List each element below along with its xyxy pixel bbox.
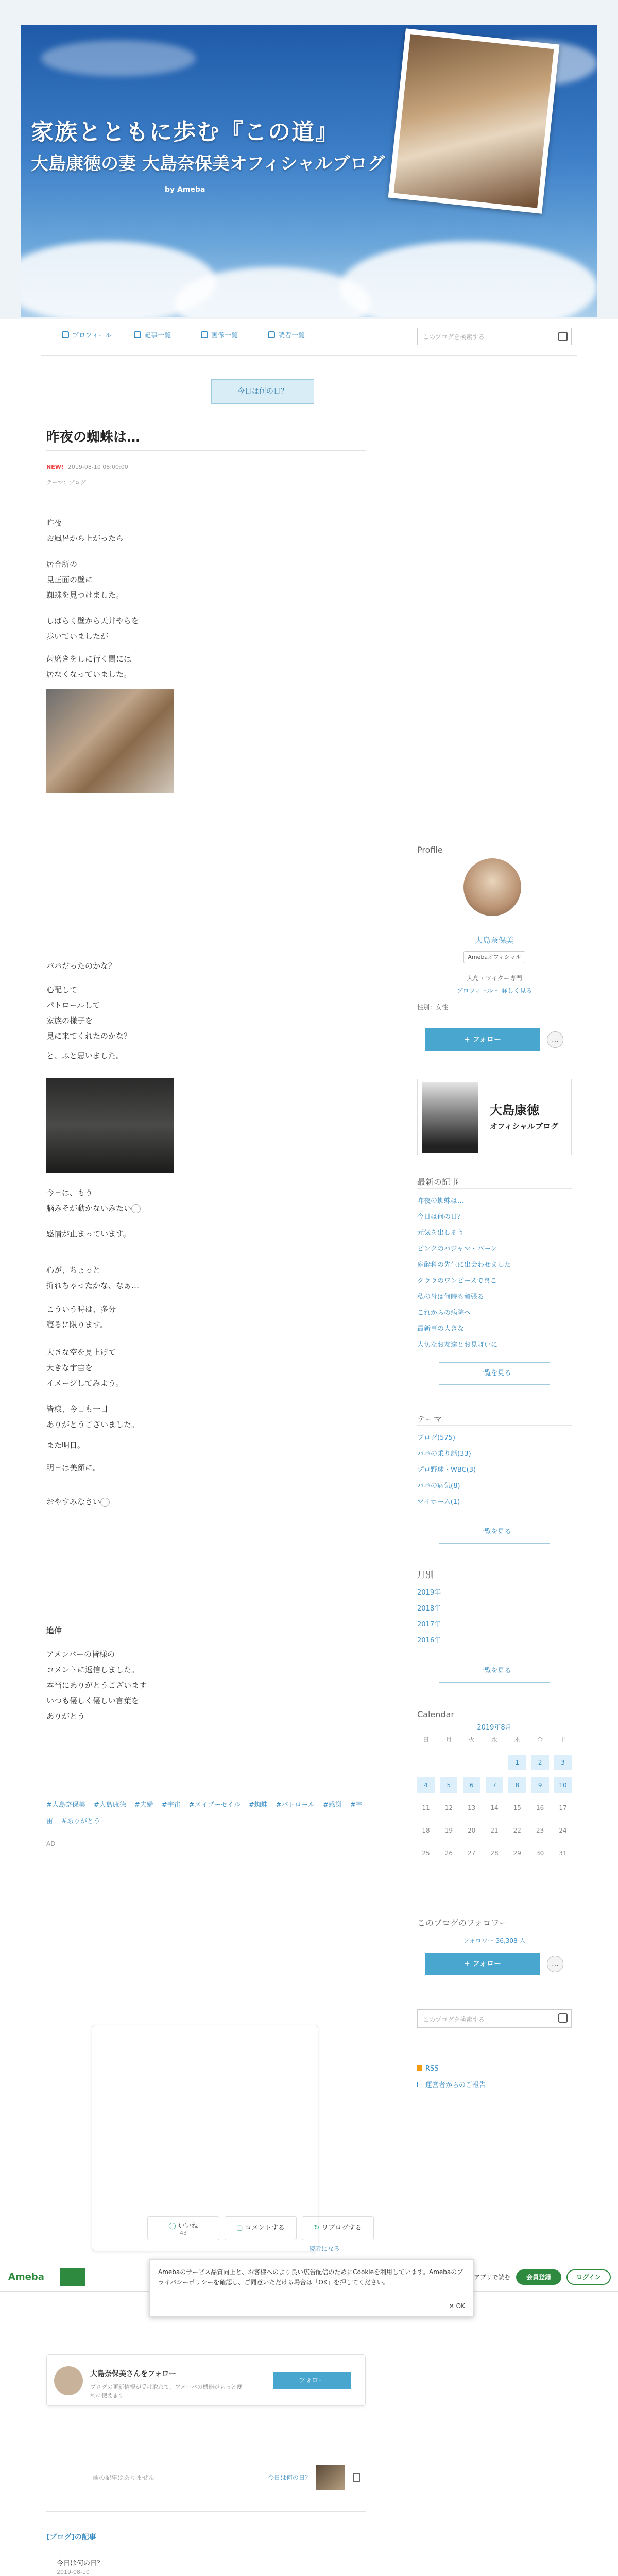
calendar-weekday: 火 <box>468 1736 475 1743</box>
calendar-day: 29 <box>513 1850 521 1857</box>
article-paragraph <box>46 1494 335 1510</box>
profile-icon <box>62 331 69 338</box>
sidebar-profile-links[interactable]: プロフィール・ 詳しく見る <box>456 987 533 994</box>
reblog-label: リブログする <box>321 2224 362 2232</box>
comment-label: コメントする <box>245 2224 285 2232</box>
calendar-day <box>440 1755 457 1770</box>
like-label: いいね <box>178 2222 198 2230</box>
ellipsis-icon: … <box>552 1036 559 1044</box>
article-date <box>46 464 128 470</box>
ad-label: AD <box>46 1840 56 1848</box>
month-link[interactable]: 2017年 <box>417 1621 441 1629</box>
calendar <box>417 1728 572 1865</box>
today-button[interactable]: 今日は何の日？ <box>211 379 314 404</box>
calendar-day: 30 <box>536 1850 544 1857</box>
latest-article-link[interactable]: 私の母は何時も頑張る <box>417 1293 485 1301</box>
follow-card-desc: ブログの更新情報が受け取れて、アメーバの機能がもっと便利に使えます <box>90 2384 243 2399</box>
calendar-day: 31 <box>559 1850 567 1857</box>
article-paragraph: と、ふと思いました。 <box>46 1051 124 1060</box>
calendar-day[interactable]: 9 <box>531 1777 549 1793</box>
reblog-button[interactable] <box>302 2216 374 2240</box>
report-icon <box>417 2082 422 2087</box>
article-title: 昨夜の蜘蛛は… <box>46 430 141 445</box>
calendar-day[interactable]: 1 <box>508 1755 526 1770</box>
calendar-day: 28 <box>490 1850 499 1857</box>
sidebar-theme-heading: テーマ <box>417 1414 442 1424</box>
next-article-link[interactable]: 今日は何の日？ <box>268 2474 312 2481</box>
theme-list-item[interactable]: 今日は何の日？ <box>57 2560 104 2567</box>
calendar-week <box>417 1842 572 1865</box>
calendar-day: 15 <box>513 1804 521 1811</box>
login-button[interactable]: ログイン <box>566 2269 611 2285</box>
sidebar-month-heading: 月別 <box>417 1570 434 1580</box>
report-link[interactable] <box>417 2079 486 2089</box>
hashtag-link[interactable]: #ありがとう <box>61 1818 100 1825</box>
comment-button[interactable] <box>225 2216 297 2240</box>
calendar-day: 18 <box>422 1827 430 1834</box>
nav-profile[interactable]: プロフィール <box>62 330 112 340</box>
latest-article-link[interactable]: 元気を出しそう <box>417 1229 465 1237</box>
calendar-day: 11 <box>422 1804 430 1811</box>
article-paragraph: 心が、ちょっと 折れちゃったかな、なぁ… <box>46 1265 140 1290</box>
popup-ok-button[interactable] <box>449 2301 465 2311</box>
sidebar-followers-heading: このブログのフォロワー <box>417 1918 508 1928</box>
latest-more-button[interactable]: 一覧を見る <box>439 1362 550 1385</box>
like-count: 43 <box>180 2230 187 2236</box>
follow-card <box>46 2354 366 2406</box>
calendar-week <box>417 1819 572 1842</box>
calendar-weekday: 金 <box>537 1736 543 1743</box>
theme-link[interactable]: マイホーム(1) <box>417 1498 460 1506</box>
latest-article-link[interactable]: 麻酔科の先生に出会わせました <box>417 1261 511 1269</box>
calendar-day: 20 <box>468 1827 476 1834</box>
calendar-day[interactable]: 8 <box>508 1777 526 1793</box>
search-input[interactable]: このブログを検索する <box>417 328 572 345</box>
popup-text: Amebaのサービス品質向上と、お客様へのより良い広告配信のためにCookieを利用しています。Amebaのプライバシーポリシーを確認し、ご同意いただける場合は「OK」を押してください。 <box>158 2268 464 2286</box>
reader-link[interactable]: 読者になる <box>309 2245 340 2252</box>
article-paragraph: 居合所の 見正面の壁に 蜘蛛を見つけました。 <box>46 560 124 600</box>
search-icon[interactable] <box>558 2013 568 2023</box>
calendar-weekday: 水 <box>491 1736 497 1743</box>
follow-card-title: 大島奈保美さんをフォロー <box>90 2370 177 2378</box>
comment-icon: ▢ <box>236 2224 243 2232</box>
calendar-day: 26 <box>444 1850 453 1857</box>
calendar-day: 19 <box>444 1827 453 1834</box>
calendar-day: 14 <box>490 1804 499 1811</box>
popup-ok-label: OK <box>456 2302 465 2310</box>
section-divider <box>46 2511 366 2512</box>
sidebar-avatar[interactable] <box>464 858 521 916</box>
next-article-thumb[interactable] <box>316 2465 345 2490</box>
side-rule <box>417 1188 572 1189</box>
reblog-icon: ↻ <box>314 2224 320 2232</box>
cookie-popup <box>149 2259 474 2317</box>
latest-article-link[interactable]: 最新事の大きな <box>417 1325 465 1333</box>
official-badge: Amebaオフィシャル <box>464 951 525 963</box>
sidebar-follow-button[interactable] <box>425 1028 540 1051</box>
article-paragraph: 歯磨きをしに行く間には 居なくなっていました。 <box>46 654 132 679</box>
register-button[interactable]: 会員登録 <box>516 2269 561 2285</box>
article-paragraph <box>46 1185 335 1216</box>
nav-entries[interactable]: 記事一覧 <box>134 330 171 340</box>
hashtag-link[interactable]: #宇宙 <box>46 1801 363 1825</box>
article-paragraph: パパだったのかな？ <box>46 961 116 971</box>
side-rule <box>417 1425 572 1426</box>
article-paragraph: 明日は美顔に。 <box>46 1463 101 1472</box>
calendar-weekday: 土 <box>559 1736 566 1743</box>
report-label: 運営者からのご報告 <box>425 2081 486 2089</box>
hashtag-link[interactable]: #宇宙 <box>161 1801 181 1809</box>
latest-article-link[interactable]: これからの病院へ <box>417 1309 471 1317</box>
article-photo-ceiling[interactable] <box>46 1078 174 1173</box>
like-icon: ◯ <box>168 2222 176 2230</box>
theme-link[interactable]: プロ野球・WBC(3) <box>417 1466 476 1474</box>
calendar-day: 22 <box>513 1827 521 1834</box>
chevron-right-icon[interactable] <box>353 2473 360 2482</box>
by-ameba-label: by Ameba <box>165 185 205 194</box>
nav-divider <box>41 355 577 356</box>
calendar-day[interactable]: 3 <box>554 1755 572 1770</box>
banner-photo <box>388 28 560 214</box>
calendar-day[interactable]: 5 <box>440 1777 457 1793</box>
calendar-day: 12 <box>444 1804 453 1811</box>
latest-article-link[interactable]: クララのワンピースで喜こ <box>417 1277 497 1285</box>
month-link[interactable]: 2016年 <box>417 1637 441 1645</box>
promo-sub: オフィシャルブログ <box>490 1122 559 1131</box>
promo-name: 大島康徳 <box>490 1103 539 1117</box>
hashtag-link[interactable]: #メイプーセイル <box>188 1801 241 1809</box>
sidebar-profile-heading: Profile <box>417 845 443 855</box>
calendar-day <box>463 1755 480 1770</box>
theme-more-side-button[interactable]: 一覧を見る <box>439 1521 550 1544</box>
plus-icon: + <box>464 1036 473 1044</box>
follow-card-button[interactable]: フォロー <box>273 2372 351 2389</box>
follower-count[interactable]: フォロワー 36,308 人 <box>463 1937 526 1944</box>
calendar-weekday: 月 <box>445 1736 452 1743</box>
latest-article-link[interactable]: ピンクのパジャマ・バーン <box>417 1245 497 1253</box>
calendar-day[interactable]: 4 <box>417 1777 435 1793</box>
calendar-day: 25 <box>422 1850 430 1857</box>
article-paragraph: 心配して パトロールして 家族の様子を 見に来てくれたのかな？ <box>46 985 132 1041</box>
calendar-day[interactable]: 6 <box>463 1777 480 1793</box>
nav-readers[interactable]: 読者一覧 <box>268 330 305 340</box>
ellipsis-icon: … <box>552 1960 559 1968</box>
article-paragraph: 昨夜 お風呂から上がったら <box>46 518 124 543</box>
calendar-day: 16 <box>536 1804 544 1811</box>
emoji-icon <box>100 1498 110 1507</box>
entries-icon <box>134 331 141 338</box>
month-link[interactable]: 2018年 <box>417 1605 441 1613</box>
calendar-week <box>417 1774 572 1797</box>
rss-label: RSS <box>425 2065 439 2073</box>
calendar-day: 21 <box>490 1827 499 1834</box>
theme-link[interactable]: ブログ(575) <box>417 1434 455 1442</box>
calendar-day <box>486 1755 503 1770</box>
article-paragraph: 皆様、今日も一日 ありがとうございました。 <box>46 1404 140 1429</box>
month-more-button[interactable]: 一覧を見る <box>439 1660 550 1683</box>
article-paragraph: 追伸 <box>46 1626 62 1635</box>
article-paragraph: しばらく壁から天井やらを 歩いていましたが <box>46 616 140 641</box>
calendar-month: 2019年8月 <box>477 1724 512 1732</box>
blog-subtitle: 大島康徳の妻 大島奈保美オフィシャルブログ <box>31 154 385 174</box>
close-icon: ✕ <box>449 2302 456 2310</box>
rss-link[interactable] <box>417 2065 439 2073</box>
plus-icon: + <box>464 1960 473 1968</box>
sidebar-calendar-heading: Calendar <box>417 1709 454 1719</box>
article-paragraph: こういう時は、多分 寝るに限ります。 <box>46 1304 116 1329</box>
ameba-logo[interactable]: Ameba <box>8 2272 44 2282</box>
search-icon[interactable] <box>558 332 568 341</box>
month-link[interactable]: 2019年 <box>417 1589 441 1597</box>
calendar-week <box>417 1751 572 1774</box>
app-link[interactable]: アプリで読む <box>474 2274 511 2281</box>
article-theme[interactable]: テーマ：ブログ <box>46 479 86 486</box>
article-paragraph: 大きな空を見上げて 大きな宇宙を イメージしてみよう。 <box>46 1348 124 1388</box>
calendar-header <box>417 1728 572 1751</box>
follow-label: フォロー <box>472 1036 501 1044</box>
promo-banner[interactable] <box>417 1079 572 1155</box>
latest-article-link[interactable]: 今日は何の日？ <box>417 1213 465 1221</box>
calendar-day[interactable]: 7 <box>486 1777 503 1793</box>
calendar-day <box>417 1755 435 1770</box>
emoji-icon <box>131 1204 141 1213</box>
sidebar-search-input[interactable]: このブログを検索する <box>417 2009 572 2028</box>
rss-icon <box>417 2065 422 2071</box>
calendar-day: 27 <box>468 1850 476 1857</box>
follow-label: フォロー <box>472 1960 501 1968</box>
blog-title[interactable]: 家族とともに歩む『この道』 <box>31 119 339 145</box>
sidebar-role: 大島・ツイター専門 <box>467 975 522 982</box>
theme-link[interactable]: パパの乗り話(33) <box>417 1450 471 1458</box>
prev-article: 前の記事はありません <box>93 2474 155 2481</box>
hashtag-link[interactable]: #大島奈保美 <box>46 1801 85 1809</box>
latest-article-link[interactable]: 大切なお友達とお見舞いに <box>417 1341 498 1349</box>
sidebar-name[interactable]: 大島奈保美 <box>475 936 514 945</box>
title-divider <box>46 450 366 451</box>
calendar-day[interactable]: 2 <box>531 1755 549 1770</box>
hashtag-link[interactable]: #感謝 <box>323 1801 342 1809</box>
promo-photo <box>422 1082 478 1153</box>
calendar-day: 23 <box>536 1827 544 1834</box>
theme-link[interactable]: パパの病気(8) <box>417 1482 460 1490</box>
calendar-weekday: 木 <box>514 1736 521 1743</box>
article-photo-dog[interactable] <box>46 689 174 793</box>
readers-icon <box>268 331 275 338</box>
more-options-button[interactable] <box>547 1956 563 1972</box>
calendar-weekday: 日 <box>422 1736 429 1743</box>
article-paragraph: アメンバーの皆様の コメントに返信しました。 本当にありがとうございます いつも優しく優しい言葉を ありがとう <box>46 1650 147 1721</box>
calendar-day[interactable]: 10 <box>554 1777 572 1793</box>
avatar[interactable] <box>54 2366 83 2395</box>
hashtag-link[interactable]: #パトロール <box>276 1801 315 1809</box>
sidebar-follow-button-2[interactable] <box>425 1953 540 1975</box>
more-options-button[interactable] <box>547 1031 563 1048</box>
calendar-day: 24 <box>559 1827 567 1834</box>
anniversary-logo <box>60 2268 85 2286</box>
hashtag-link[interactable]: #蜘蛛 <box>248 1801 268 1809</box>
sidebar-gender: 性別：女性 <box>417 1004 449 1011</box>
sidebar-latest-heading: 最新の記事 <box>417 1177 459 1187</box>
theme-list-title[interactable]: [ブログ]の記事 <box>46 2533 96 2541</box>
hashtag-list <box>46 1797 376 1830</box>
hashtag-link[interactable]: #大島康徳 <box>93 1801 126 1809</box>
latest-article-link[interactable]: 昨夜の蜘蛛は… <box>417 1197 465 1205</box>
calendar-day: 13 <box>468 1804 476 1811</box>
nav-images[interactable]: 画像一覧 <box>201 330 238 340</box>
images-icon <box>201 331 208 338</box>
article-paragraph: 感情が止まっています。 <box>46 1229 131 1239</box>
hashtag-link[interactable]: #夫婦 <box>134 1801 153 1809</box>
article-text: おやすみなさい <box>46 1497 101 1506</box>
theme-list-date: 2019-08-10 <box>57 2569 90 2575</box>
like-button[interactable] <box>147 2216 219 2240</box>
calendar-week <box>417 1797 572 1819</box>
article-date-text: 2019-08-10 08:00:00 <box>67 464 128 470</box>
article-paragraph: また明日。 <box>46 1440 85 1450</box>
calendar-day: 17 <box>559 1804 567 1811</box>
article-text: 今日は、もう 脳みそが動かないみたい <box>46 1188 132 1213</box>
new-badge: NEW! <box>46 464 64 470</box>
